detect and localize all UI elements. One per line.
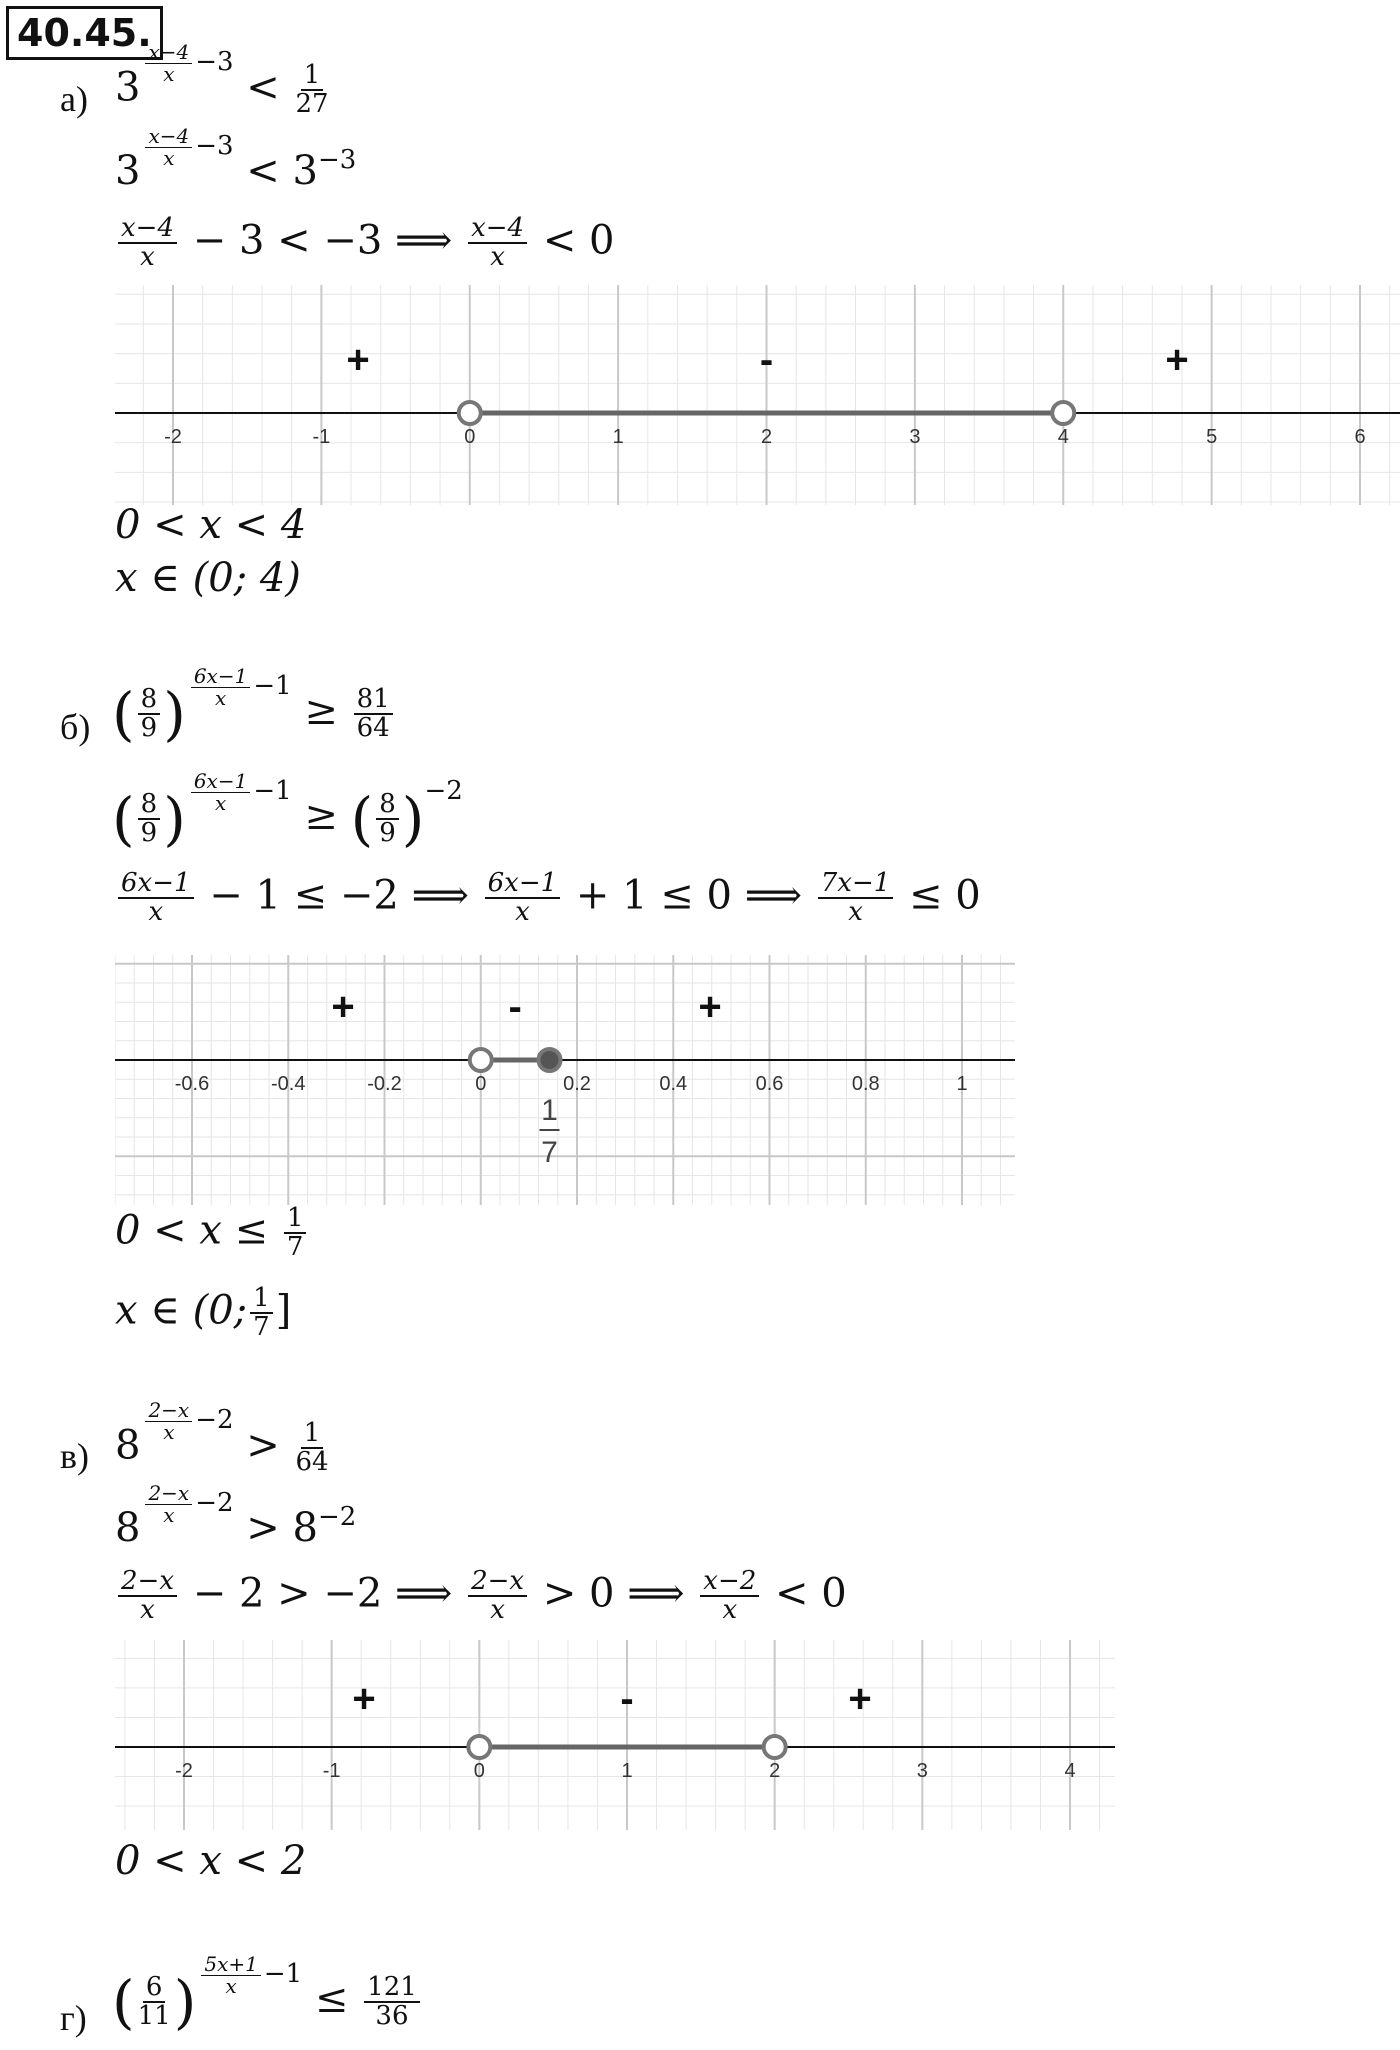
tick-label: 0	[464, 426, 476, 448]
number-line-b	[115, 955, 1015, 1205]
interval-sign: +	[1165, 338, 1189, 382]
relation: <	[246, 64, 280, 111]
tick-label: 1	[956, 1073, 968, 1095]
relation: <	[246, 148, 280, 194]
rhs: 3	[292, 148, 318, 194]
part-d-inequality-1: ( $\frac{6}{11}$ ) $^{\frac{5x+1}{x} -1}$ ≤ $\frac{121}{36}$	[112, 1968, 423, 2036]
tick-label: -1	[322, 1760, 341, 1782]
part-b-inequality-2: ( $\frac{8}{9}$ ) $^{\frac{6x-1}{x} -1}$ ≥ ( $\frac{8}{9}$ )$^{-2}$	[112, 768, 463, 853]
open-point	[470, 1049, 492, 1071]
tick-label: -1	[312, 426, 331, 448]
part-b-step-3: $\frac{6x-1}{x}$ − 1 ≤ −2 ⟹ $\frac{6x-1}{x}$ + 1 ≤ 0 ⟹ $\frac{7x-1}{x}$ ≤ 0	[115, 870, 981, 927]
part-d-label: г)	[60, 1998, 87, 2038]
tick-label: 5	[1206, 426, 1218, 448]
part-a-interval: x ∈ (0; 4)	[115, 555, 301, 601]
part-b-inequality-1: ( $\frac{8}{9}$ ) $^{\frac{6x-1}{x} -1}$ ≥ $\frac{81}{64}$	[112, 680, 396, 748]
part-a-inequality-1	[115, 39, 332, 120]
rhs-den: 27	[295, 89, 329, 120]
part-a-step-3: $\frac{x-4}{x}$ − 3 < −3 ⟹ $\frac{x-4}{x}$ < 0	[115, 215, 615, 272]
base: 3	[115, 148, 141, 194]
tick-label: -0.6	[174, 1073, 210, 1095]
open-point	[764, 1736, 786, 1758]
tick-label: 3	[909, 426, 921, 448]
exp-den: x	[163, 61, 175, 86]
tick-label: -2	[164, 426, 182, 448]
part-c-label: в)	[60, 1436, 89, 1476]
tick-label: 1	[621, 1760, 633, 1782]
part-c-inequality-1: 8 $^{\frac{2-x}{x} -2}$ > $\frac{1}{64}$	[115, 1397, 329, 1478]
open-point	[1052, 402, 1074, 424]
base: 3	[115, 64, 141, 111]
interval-sign: -	[759, 338, 774, 382]
part-c-answer: 0 < x < 2	[115, 1838, 307, 1884]
tick-label: 4	[1057, 426, 1069, 448]
point-label-num: 1	[541, 1094, 558, 1127]
part-b-interval: x ∈ (0; $\frac{1}{7}$ ]	[115, 1283, 292, 1343]
part-a-label: а)	[60, 79, 88, 119]
tick-label: -0.4	[271, 1073, 306, 1095]
part-b-label: б)	[60, 707, 91, 747]
tick-label: -0.2	[367, 1073, 402, 1095]
tick-label: 0	[475, 1073, 487, 1095]
part-a-answer: 0 < x < 4	[115, 502, 307, 548]
tick-label: 4	[1064, 1760, 1076, 1782]
part-c-inequality-2: 8 $^{\frac{2-x}{x} -2} > 8^{-2}$	[115, 1480, 357, 1551]
exp-num: x−4	[145, 42, 192, 64]
tick-label: 1	[612, 426, 624, 448]
tick-label: 3	[916, 1760, 928, 1782]
interval-sign: +	[698, 985, 722, 1029]
exp-tail: −3	[195, 47, 234, 78]
closed-point	[538, 1049, 560, 1071]
number-line-c	[115, 1640, 1115, 1830]
interval-sign: +	[346, 338, 370, 382]
tick-label: 2	[760, 426, 773, 448]
interval-sign: -	[620, 1677, 634, 1721]
exp-tail: −3	[195, 131, 234, 161]
tick-label: 0.2	[563, 1073, 591, 1095]
rhs-num: 1	[301, 62, 324, 91]
tick-label: 0.8	[851, 1073, 880, 1095]
tick-label: 0	[473, 1760, 485, 1782]
tick-label: -2	[175, 1760, 193, 1782]
exp-den: x	[163, 145, 175, 170]
interval-sign: +	[331, 985, 355, 1029]
rhs-exp: −3	[317, 145, 357, 175]
interval-sign: -	[508, 985, 522, 1029]
problem-number: 40.45.	[6, 6, 163, 60]
part-c-step-3: $\frac{2-x}{x}$ − 2 > −2 ⟹ $\frac{2-x}{x}$ > 0 ⟹ $\frac{x-2}{x}$ < 0	[115, 1568, 847, 1625]
interval-sign: +	[352, 1677, 376, 1721]
part-b-answer: 0 < x ≤ $\frac{1}{7}$	[115, 1205, 309, 1262]
tick-label: 0.4	[659, 1073, 688, 1095]
tick-label: 0.6	[755, 1073, 784, 1095]
tick-label: 2	[769, 1760, 781, 1782]
part-a-inequality-2	[115, 123, 357, 199]
open-point	[468, 1736, 490, 1758]
tick-label: 6	[1354, 426, 1366, 448]
exp-num: x−4	[145, 126, 192, 148]
number-line-a	[115, 285, 1400, 505]
point-label-den: 7	[541, 1136, 558, 1169]
interval-sign: +	[848, 1677, 872, 1721]
open-point	[459, 402, 481, 424]
